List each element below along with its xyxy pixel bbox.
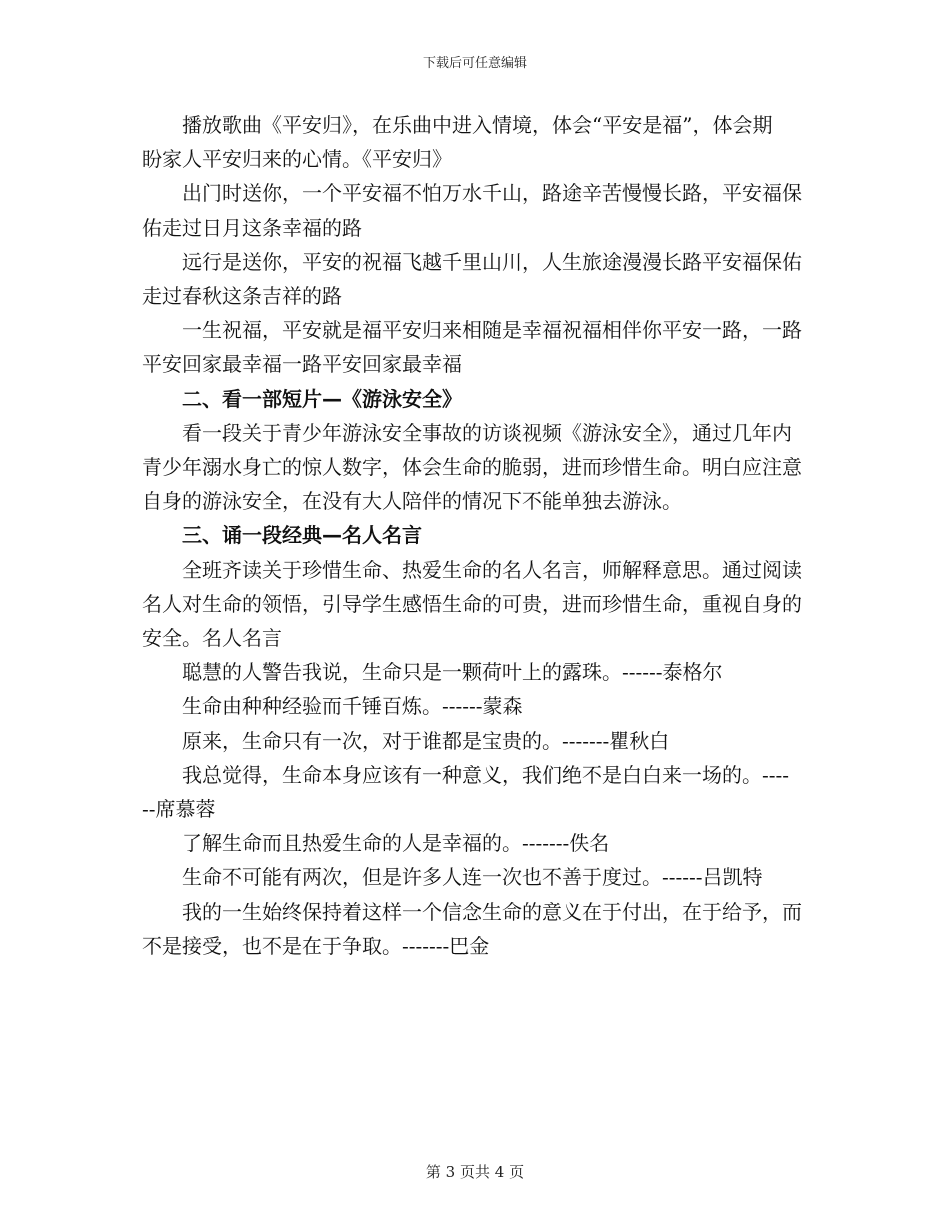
section-heading-2: 二、看一部短片—《游泳安全》 <box>182 386 462 411</box>
quote-anonymous: 了解生命而且热爱生命的人是幸福的。-------佚名 <box>182 831 610 856</box>
paragraph-lyrics-2: 远行是送你，平安的祝福飞越千里山川，人生旅途漫漫长路平安福保佑走过春秋这条吉祥的路 <box>142 249 802 309</box>
document-body <box>142 108 808 963</box>
quote-ba-jin: 我的一生始终保持着这样一个信念生命的意义在于付出，在于给予，而不是接受，也不是在于争取。-------巴金 <box>142 899 802 958</box>
quote-qu-qiubai: 原来，生命只有一次，对于谁都是宝贵的。-------瞿秋白 <box>182 728 670 753</box>
paragraph-swim-safety: 看一段关于青少年游泳安全事故的访谈视频《游泳安全》，通过几年内青少年溺水身亡的惊人数字，体会生命的脆弱，进而珍惜生命。明白应注意自身的游泳安全，在没有大人陪伴的情况下不能单独去游泳。 <box>142 420 802 514</box>
quote-mommsen: 生命由种种经验而千锤百炼。------蒙森 <box>182 694 523 719</box>
quote-lukert: 生命不可能有两次，但是许多人连一次也不善于度过。------吕凯特 <box>182 865 763 890</box>
page-header: 下载后可任意编辑 <box>422 56 527 71</box>
page-number: 第 3 页共 4 页 <box>425 1163 525 1181</box>
quote-xi-murong: 我总觉得，生命本身应该有一种意义，我们绝不是白白来一场的。------席慕蓉 <box>142 762 790 822</box>
quote-tagore: 聪慧的人警告我说，生命只是一颗荷叶上的露珠。------泰格尔 <box>182 660 723 685</box>
paragraph-quotes-intro: 全班齐读关于珍惜生命、热爱生命的名人名言，师解释意思。通过阅读名人对生命的领悟，引导学生感悟生命的可贵，进而珍惜生命，重视自身的安全。名人名言 <box>142 557 802 651</box>
paragraph-lyrics-3: 一生祝福，平安就是福平安归来相随是幸福祝福相伴你平安一路，一路平安回家最幸福一路平安回家最幸福 <box>142 318 802 377</box>
paragraph-lyrics-1: 出门时送你，一个平安福不怕万水千山，路途辛苦慢慢长路，平安福保佑走过日月这条幸福的路 <box>142 181 802 240</box>
section-heading-3: 三、诵一段经典—名人名言 <box>182 523 422 548</box>
paragraph-song-intro: 播放歌曲《平安归》，在乐曲中进入情境，体会“平安是福”，体会期盼家人平安归来的心情。《平安归》 <box>142 113 773 172</box>
